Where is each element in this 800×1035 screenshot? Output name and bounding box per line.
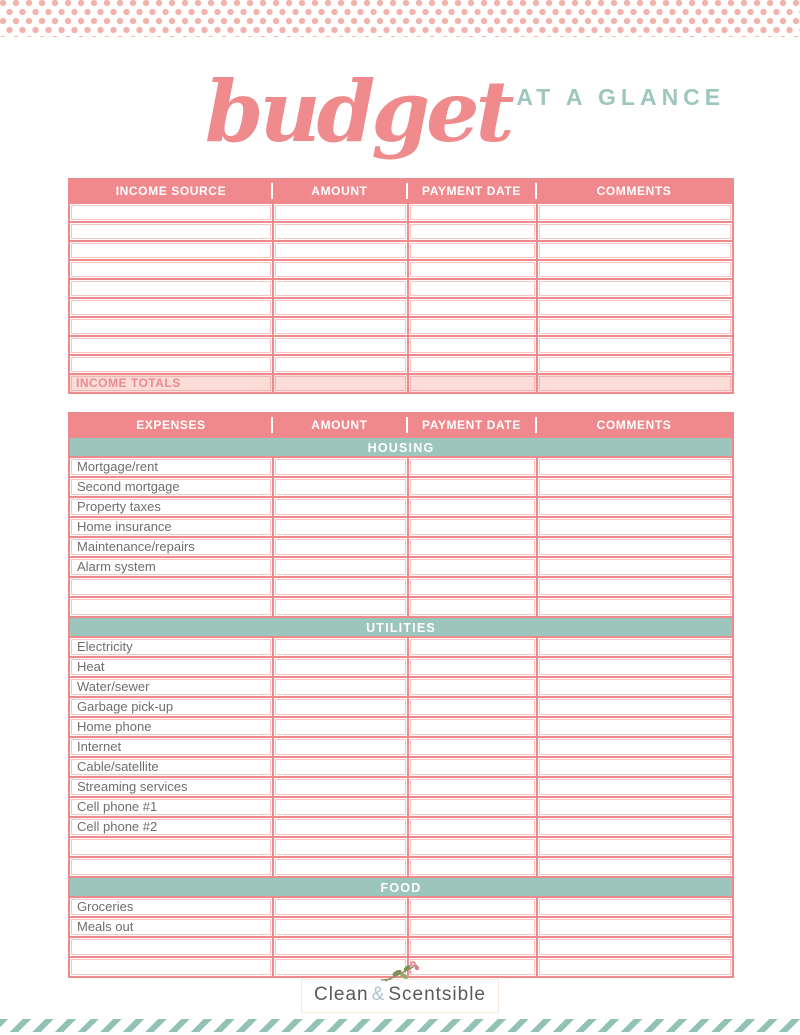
row-label: Internet (77, 739, 122, 754)
entry-cell (536, 478, 732, 496)
entry-cell (536, 758, 732, 776)
entry-cell (407, 918, 536, 936)
brand-wordmark (314, 984, 486, 1006)
row-label: Electricity (77, 639, 133, 654)
table-row (70, 202, 732, 221)
table-header-row (70, 180, 732, 202)
entry-cell (407, 658, 536, 676)
item-cell (70, 538, 272, 556)
entry-cell (272, 698, 407, 716)
entry-cell (407, 818, 536, 836)
entry-cell (536, 558, 732, 576)
entry-cell (536, 798, 732, 816)
entry-cell (536, 638, 732, 656)
table-row (70, 916, 732, 936)
entry-cell (407, 638, 536, 656)
entry-cell (272, 778, 407, 796)
table-row (70, 516, 732, 536)
entry-cell (272, 678, 407, 696)
entry-cell (407, 938, 536, 956)
page-title (0, 37, 800, 173)
entry-cell (536, 299, 732, 316)
item-cell (70, 299, 272, 316)
entry-cell (272, 578, 407, 596)
entry-cell (272, 375, 407, 392)
entry-cell (272, 204, 407, 221)
entry-cell (272, 658, 407, 676)
table-row (70, 936, 732, 956)
entry-cell (536, 578, 732, 596)
entry-cell (536, 658, 732, 676)
entry-cell (407, 280, 536, 297)
expenses-table (68, 412, 734, 978)
entry-cell (407, 558, 536, 576)
table-row (70, 316, 732, 335)
table-row (70, 556, 732, 576)
row-label: Home insurance (77, 519, 172, 534)
entry-cell (407, 299, 536, 316)
row-label: Second mortgage (77, 479, 180, 494)
column-header: EXPENSES (136, 418, 206, 432)
item-cell (70, 498, 272, 516)
totals-label-cell (70, 375, 272, 392)
entry-cell (407, 478, 536, 496)
entry-cell (407, 578, 536, 596)
item-cell (70, 638, 272, 656)
entry-cell (272, 299, 407, 316)
row-label: Garbage pick-up (77, 699, 174, 714)
section-header-band: FOOD (70, 876, 732, 896)
table-row (70, 796, 732, 816)
table-row (70, 221, 732, 240)
entry-cell (536, 718, 732, 736)
item-cell (70, 261, 272, 278)
table-row (70, 756, 732, 776)
entry-cell (272, 318, 407, 335)
entry-cell (536, 838, 732, 856)
table-row (70, 240, 732, 259)
entry-cell (272, 458, 407, 476)
column-header: COMMENTS (536, 180, 732, 202)
brand-footer (0, 965, 800, 1013)
column-header: COMMENTS (536, 414, 732, 436)
entry-cell (407, 356, 536, 373)
item-cell (70, 558, 272, 576)
entry-cell (536, 242, 732, 259)
entry-cell (407, 698, 536, 716)
brand-ampersand: & (371, 984, 386, 1005)
section-header-band: HOUSING (70, 436, 732, 456)
column-header: PAYMENT DATE (407, 414, 536, 436)
item-cell (70, 758, 272, 776)
table-row (70, 656, 732, 676)
row-label: Heat (77, 659, 105, 674)
entry-cell (272, 242, 407, 259)
entry-cell (272, 280, 407, 297)
item-cell (70, 578, 272, 596)
entry-cell (536, 223, 732, 240)
entry-cell (536, 698, 732, 716)
row-label: Mortgage/rent (77, 459, 158, 474)
item-cell (70, 858, 272, 876)
item-cell (70, 356, 272, 373)
polka-dot-band (0, 0, 800, 37)
entry-cell (536, 858, 732, 876)
entry-cell (407, 678, 536, 696)
table-row (70, 816, 732, 836)
table-row (70, 736, 732, 756)
title-script-budget: budget (204, 62, 511, 161)
row-label: Streaming services (77, 779, 188, 794)
entry-cell (272, 898, 407, 916)
item-cell (70, 838, 272, 856)
item-cell (70, 458, 272, 476)
row-label: Property taxes (77, 499, 161, 514)
row-label: Maintenance/repairs (77, 539, 195, 554)
item-cell (70, 658, 272, 676)
entry-cell (407, 858, 536, 876)
title-suffix-at-a-glance: AT A GLANCE (516, 84, 726, 110)
table-row (70, 297, 732, 316)
entry-cell (407, 598, 536, 616)
row-label: Cell phone #1 (77, 799, 158, 814)
entry-cell (407, 261, 536, 278)
entry-cell (272, 918, 407, 936)
entry-cell (536, 678, 732, 696)
floral-sprig-icon (377, 959, 423, 985)
brand-box (301, 979, 499, 1013)
entry-cell (536, 538, 732, 556)
table-row (70, 456, 732, 476)
entry-cell (272, 598, 407, 616)
entry-cell (407, 223, 536, 240)
income-totals-row (70, 373, 732, 392)
table-row (70, 896, 732, 916)
income-table (68, 178, 734, 394)
entry-cell (272, 798, 407, 816)
entry-cell (272, 738, 407, 756)
entry-cell (407, 838, 536, 856)
entry-cell (272, 838, 407, 856)
table-row (70, 676, 732, 696)
table-row (70, 716, 732, 736)
item-cell (70, 898, 272, 916)
entry-cell (407, 498, 536, 516)
item-cell (70, 798, 272, 816)
table-row (70, 856, 732, 876)
entry-cell (407, 738, 536, 756)
table-row (70, 354, 732, 373)
entry-cell (272, 223, 407, 240)
entry-cell (272, 356, 407, 373)
entry-cell (536, 318, 732, 335)
entry-cell (407, 538, 536, 556)
item-cell (70, 818, 272, 836)
table-row (70, 536, 732, 556)
entry-cell (536, 458, 732, 476)
row-label: Cable/satellite (77, 759, 159, 774)
entry-cell (536, 598, 732, 616)
item-cell (70, 337, 272, 354)
column-header: PAYMENT DATE (407, 180, 536, 202)
entry-cell (536, 898, 732, 916)
entry-cell (272, 558, 407, 576)
income-totals-label: INCOME TOTALS (76, 376, 181, 390)
entry-cell (272, 261, 407, 278)
entry-cell (536, 818, 732, 836)
item-cell (70, 718, 272, 736)
entry-cell (272, 638, 407, 656)
item-cell (70, 518, 272, 536)
item-cell (70, 478, 272, 496)
entry-cell (407, 458, 536, 476)
item-cell (70, 223, 272, 240)
entry-cell (272, 518, 407, 536)
entry-cell (536, 337, 732, 354)
entry-cell (536, 204, 732, 221)
entry-cell (536, 375, 732, 392)
brand-word-scentsible: Scentsible (388, 984, 486, 1005)
column-header: AMOUNT (272, 414, 407, 436)
entry-cell (407, 758, 536, 776)
entry-cell (407, 375, 536, 392)
entry-cell (536, 280, 732, 297)
entry-cell (407, 204, 536, 221)
entry-cell (407, 318, 536, 335)
entry-cell (536, 738, 732, 756)
item-cell (70, 698, 272, 716)
row-label: Groceries (77, 899, 134, 914)
table-row (70, 696, 732, 716)
entry-cell (536, 356, 732, 373)
table-row (70, 836, 732, 856)
item-cell (70, 204, 272, 221)
entry-cell (536, 261, 732, 278)
section-header-band: UTILITIES (70, 616, 732, 636)
entry-cell (536, 518, 732, 536)
entry-cell (272, 818, 407, 836)
item-cell (70, 918, 272, 936)
entry-cell (272, 498, 407, 516)
entry-cell (407, 337, 536, 354)
item-cell (70, 598, 272, 616)
entry-cell (272, 758, 407, 776)
diagonal-stripe-band (0, 1019, 800, 1032)
item-cell (70, 318, 272, 335)
entry-cell (272, 858, 407, 876)
item-cell (70, 778, 272, 796)
entry-cell (272, 938, 407, 956)
table-header-row (70, 414, 732, 436)
entry-cell (407, 798, 536, 816)
entry-cell (407, 518, 536, 536)
entry-cell (272, 538, 407, 556)
table-row (70, 278, 732, 297)
entry-cell (272, 478, 407, 496)
table-row (70, 776, 732, 796)
entry-cell (536, 778, 732, 796)
entry-cell (407, 242, 536, 259)
item-cell (70, 242, 272, 259)
row-label: Water/sewer (77, 679, 150, 694)
row-label: Alarm system (77, 559, 156, 574)
table-row (70, 636, 732, 656)
entry-cell (536, 498, 732, 516)
table-row (70, 576, 732, 596)
column-header: INCOME SOURCE (115, 184, 227, 198)
sheet-body (68, 178, 734, 978)
item-cell (70, 738, 272, 756)
entry-cell (407, 898, 536, 916)
table-row (70, 259, 732, 278)
table-row (70, 596, 732, 616)
column-header: AMOUNT (272, 180, 407, 202)
row-label: Home phone (77, 719, 152, 734)
table-row (70, 476, 732, 496)
brand-word-clean: Clean (313, 984, 369, 1005)
entry-cell (536, 918, 732, 936)
row-label: Meals out (77, 919, 134, 934)
table-row (70, 335, 732, 354)
entry-cell (407, 778, 536, 796)
row-label: Cell phone #2 (77, 819, 158, 834)
item-cell (70, 938, 272, 956)
entry-cell (536, 938, 732, 956)
entry-cell (272, 337, 407, 354)
item-cell (70, 678, 272, 696)
entry-cell (272, 718, 407, 736)
table-row (70, 496, 732, 516)
item-cell (70, 280, 272, 297)
entry-cell (407, 718, 536, 736)
